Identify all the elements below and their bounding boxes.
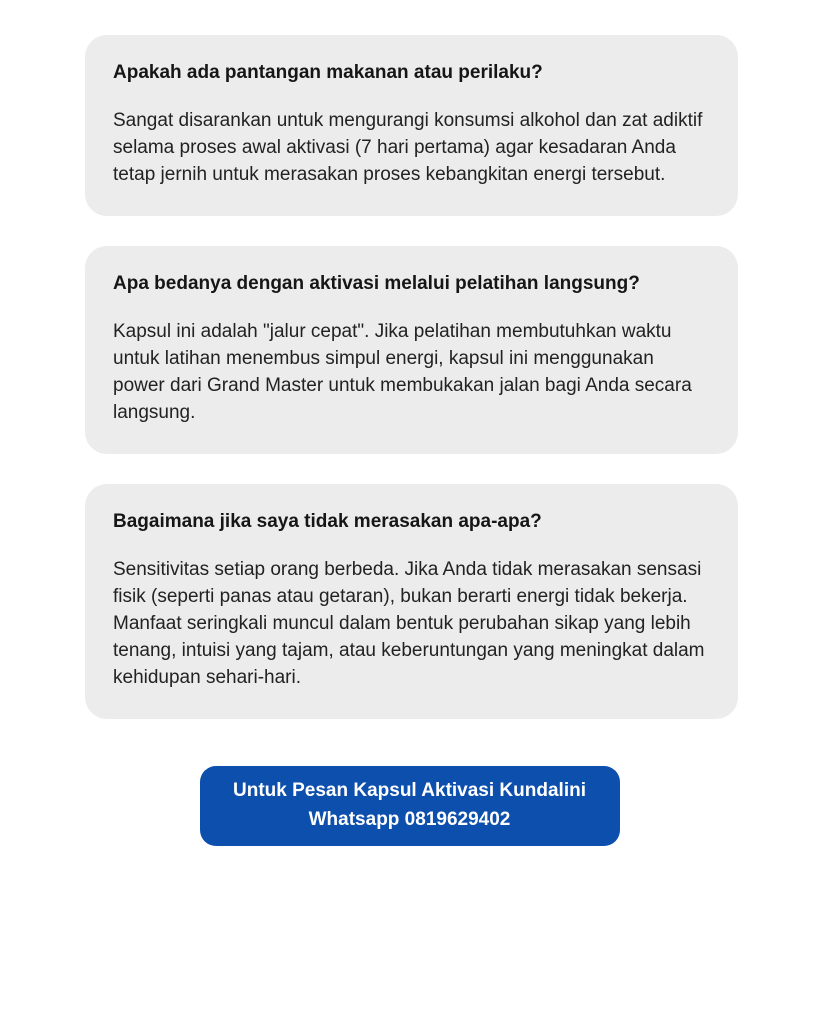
cta-button-line-1: Untuk Pesan Kapsul Aktivasi Kundalini: [233, 780, 586, 801]
whatsapp-order-button[interactable]: [200, 766, 620, 846]
cta-button-line-2: Whatsapp 0819629402: [308, 809, 511, 830]
faq-card: [85, 35, 738, 216]
faq-answer: Sangat disarankan untuk mengurangi konsumsi alkohol dan zat adiktif selama proses awal aktivasi (7 hari pertama) agar kesadaran Anda tetap jernih untuk merasakan proses kebangkitan energi tersebut.: [113, 110, 703, 185]
faq-answer: Kapsul ini adalah "jalur cepat". Jika pelatihan membutuhkan waktu untuk latihan menembus simpul energi, kapsul ini menggunakan power dari Grand Master untuk membukakan jalan bagi Anda secara langsung.: [113, 321, 692, 423]
faq-card: [85, 246, 738, 454]
faq-question: Apakah ada pantangan makanan atau perilaku?: [113, 62, 543, 83]
faq-card: [85, 484, 738, 719]
faq-question: Bagaimana jika saya tidak merasakan apa-apa?: [113, 511, 542, 532]
faq-answer: Sensitivitas setiap orang berbeda. Jika Anda tidak merasakan sensasi fisik (seperti panas atau getaran), bukan berarti energi tidak bekerja. Manfaat seringkali muncul dalam bentuk perubahan sikap yang lebih tenang, intuisi yang tajam, atau keberuntungan yang meningkat dalam kehidupan sehari-hari.: [113, 559, 705, 688]
cta-row: [0, 766, 819, 846]
faq-question: Apa bedanya dengan aktivasi melalui pelatihan langsung?: [113, 273, 640, 294]
